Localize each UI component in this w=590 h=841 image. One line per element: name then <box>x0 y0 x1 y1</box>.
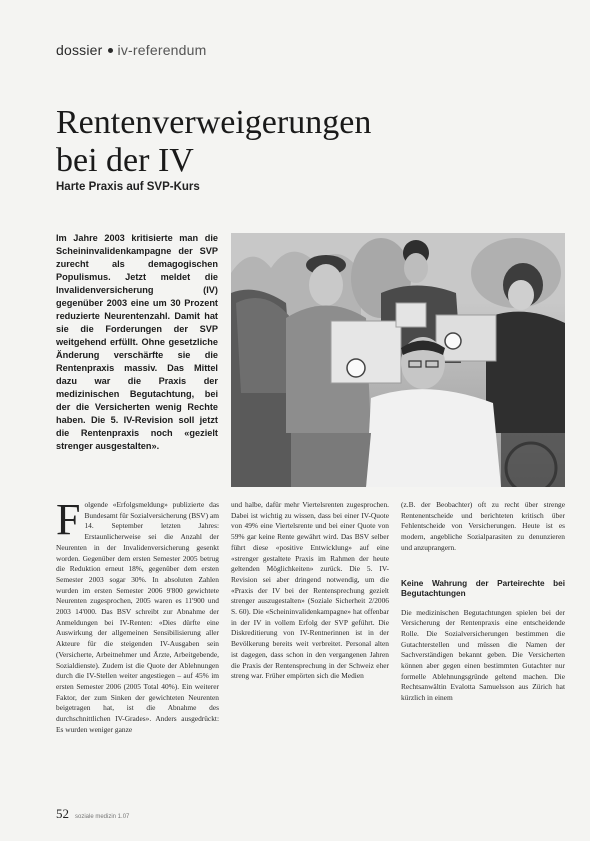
protest-photo <box>231 233 565 487</box>
article-title <box>56 104 371 180</box>
body-column-2: und halbe, dafür mehr Viertelsrenten zugesprochen. Dabei ist wichtig zu wissen, dass bei einer IV-Quote von 49% eine Viertelsrente und bei einer Quote von 59% gar keine Rente gewährt wird. Das BSV selber führt diese «positive Entwicklung» auf eine «strenger gestaltete Praxis im Rahmen der heute geltenden Möglichkeiten» zurück. Die 5. IV-Revision sei aber dringend notwendig, um die «Praxis der IV bei der Rentensprechung gezielt strenger auszugestalten» (Soziale Sicherheit 2/2006 S. 60). Die «Scheininvalidenkampagne» hat offenbar in der IV in vollem Erfolg der SVP geführt. Die Diskreditierung von IV-Rentnerinnen ist in der Bevölkerung bereits weit verbreitet. Personal alten ist dagegen, dass schon in den vergangenen Jahren die Praxis der Rentensprechung in der Schweiz eher streng war. Früher empörten sich die Medien <box>231 500 389 681</box>
kicker-sublabel: iv-referendum <box>117 42 207 58</box>
title-line-2: bei der IV <box>56 142 194 179</box>
title-line-1: Rentenverweigerungen <box>56 104 372 141</box>
body-column-3 <box>401 500 565 704</box>
dropcap: F <box>56 495 81 544</box>
section-kicker <box>56 42 207 58</box>
page-number: 52 <box>56 806 69 821</box>
body-text-3a: (z.B. der Beobachter) oft zu recht über strenge Rentenentscheide und berichteten kritisch über Fehlentscheide von Versicherungen. Heute ist es modern, angebliche Sozialparasiten zu denunzieren und anzuprangern. <box>401 500 565 552</box>
section-heading: Keine Wahrung der Parteirechte bei Begutachtungen <box>401 578 565 599</box>
article-subtitle: Harte Praxis auf SVP-Kurs <box>56 181 200 193</box>
bullet-icon <box>108 48 113 53</box>
kicker-label: dossier <box>56 42 103 58</box>
body-column-1 <box>56 495 219 735</box>
body-text-3b: Die medizinischen Begutachtungen spielen bei der Versicherung der Rentenpraxis eine entscheidende Rolle. Die Sozialversicherungen bestimmen die Gutachterstellen und müssen die Namen der Sachverständigen bekannt geben. Die Versicherten können aber gegen einen bestimmten Gutachter nur formelle Ablehnungsgründe geltend machen. Die Rechtsanwältin Evalotta Samuelsson aus Zürich hat kürzlich in einem <box>401 607 565 703</box>
page-footer <box>56 806 129 822</box>
publication-source: soziale medizin 1.07 <box>75 814 130 820</box>
lead-paragraph: Im Jahre 2003 kritisierte man die Scheininvalidenkampagne der SVP zurecht als demagogischen Populismus. Jetzt meldet die Invalidenversicherung (IV) gegenüber 2003 eine um 30 Prozent reduzierte Neurentenzahl. Damit hat sie die Forderungen der SVP weitgehend erfüllt. Ohne gesetzliche Änderung verschärfte sie die Rentenpraxis massiv. Das Mittel dazu war die Praxis der medizinischen Begutachtung, bei der die Versicherten wenig Rechte haben. Die 5. IV-Revision soll jetzt die Rentenpraxis noch «gezielt strenger ausgestalten». <box>56 233 218 451</box>
body-text-1: olgende «Erfolgsmeldung» publizierte das Bundesamt für Sozialversicherung (BSV) am 14. September letzten Jahres: Erstaunlicherweise sei die Anzahl der Neurenten in der Invalidenversicherung gesenkt worden. Gegenüber dem ersten Semester 2005 betrug die Reduktion erneut 18%, gegenüber dem ersten Semester 2003 sogar 30%. In absoluten Zahlen wurden im ersten Semester 2006 9'800 gewichtete Neurenten zugesprochen, 2005 waren es 11'900 und 2003 14'000. Das BSV schreibt zur Abnahme der Anmeldungen bei IV-Renten: «Dies dürfte eine Auswirkung der allgemeinen Sensibilisierung aller Akteure für die steigenden IV-Ausgaben sein (Versicherte, Arbeitnehmer und Ärzte, Arbeitgebende, Sozialdienste). Zudem ist die Quote der Ablehnungen durch die IV-Stellen weiter angestiegen – auf 45% im ersten Semester 2006 (2005 Total 40%). Ein weiterer Faktor, der zum Sinken der gewichteten Neurenten beigetragen hat, ist die Abnahme des durchschnittlichen IV-Grades». Anders ausgedrückt: Es wurden weniger ganze <box>56 500 219 734</box>
